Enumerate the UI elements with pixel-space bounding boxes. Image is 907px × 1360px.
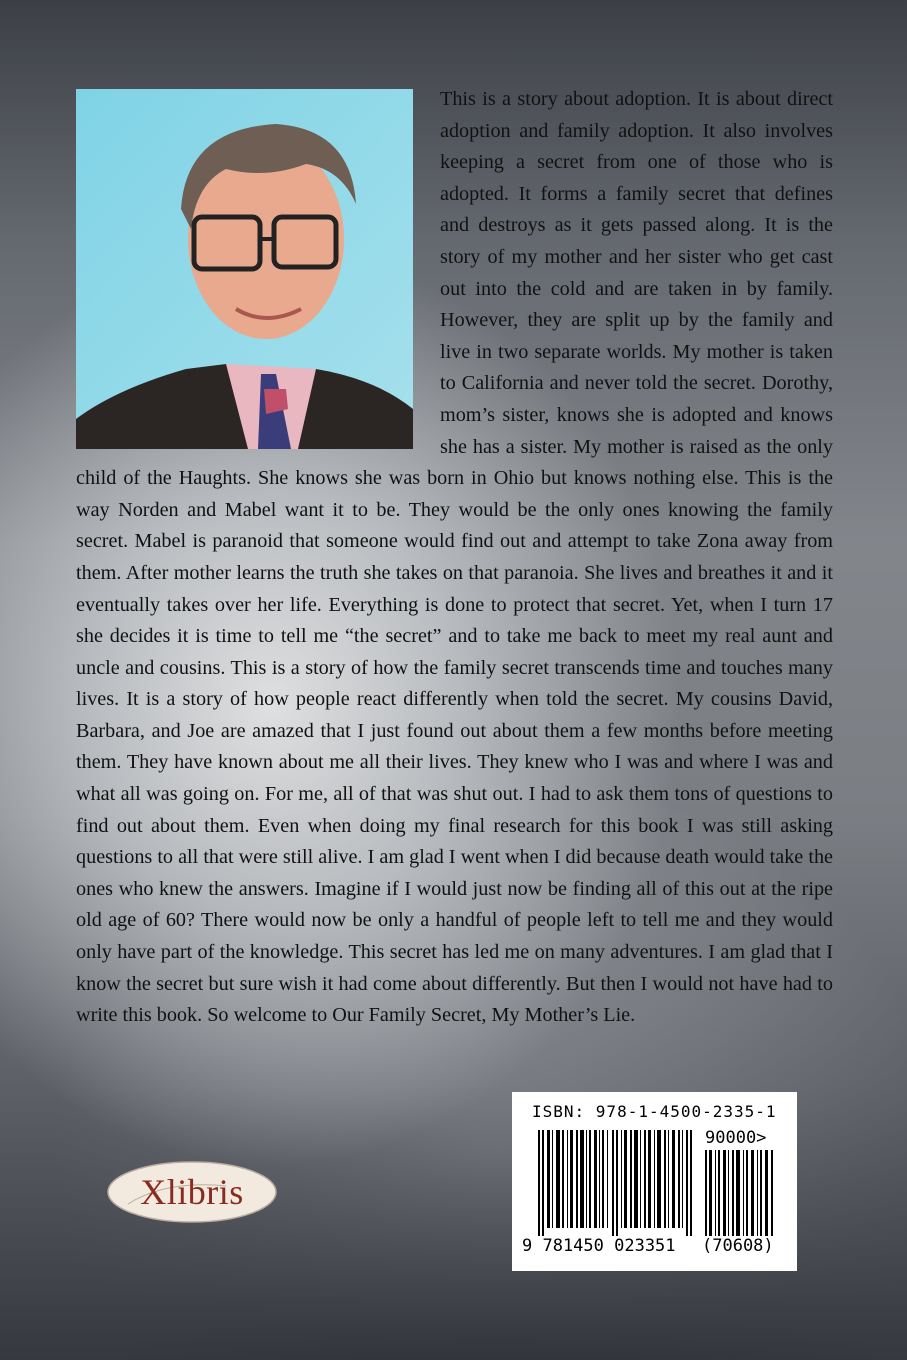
addon-barcode-bars-icon (705, 1150, 775, 1236)
barcode-addon-number: 90000> (705, 1128, 767, 1148)
publisher-name: Xlibris (140, 1172, 244, 1212)
ean-number: 9 781450 023351 (522, 1236, 676, 1256)
photo-text-wrap-spacer (76, 84, 440, 456)
isbn-barcode (512, 1092, 797, 1271)
price-code: (70608) (702, 1236, 774, 1256)
back-cover-blurb (76, 84, 833, 1032)
ean-barcode-bars-icon (538, 1130, 692, 1236)
publisher-logo (106, 1160, 278, 1224)
blurb-text: This is a story about adoption. It is about direct adoption and family adoption. It also involves keeping a secret from one of those who is adopted. It forms a family secret that defines and destroys as it gets passed along. It is the story of my mother and her sister who get cast out into the cold and are taken in by family. However, they are split up by the family and live in two separate worlds. My mother is taken to California and never told the secret. Dorothy, mom’s sister, knows she is adopted and knows she has a sister. My mother is raised as the only child of the Haughts. She knows she was born in Ohio but knows nothing else. This is the way Norden and Mabel want it to be. They would be the only ones knowing the family secret. Mabel is paranoid that someone would find out and attempt to take Zona away from them. After mother learns the truth she takes on that paranoia. She lives and breathes it and it eventually takes over her life. Everything is done to protect that secret. Yet, when I turn 17 she decides it is time to tell me “the secret” and to take me back to meet my real aunt and uncle and cousins. This is a story of how the family secret transcends time and touches many lives. It is a story of how people react differently when told the secret. My cousins David, Barbara, and Joe are amazed that I just found out about them a few months before meeting them. They have known about me all their lives. They knew who I was and where I was and what all was going on. For me, all of that was shut out. I had to ask them tons of questions to find out about them. Even when doing my final research for this book I was still asking questions to all that were still alive. I am glad I went when I did because death would take the ones who knew the answers. Imagine if I would just now be finding all of this out at the ripe old age of 60? There would now be only a handful of people left to tell me and they would only have part of the knowledge. This secret has led me on many adventures. I am glad that I know the secret but sure wish it had come about differently. But then I would not have had to write this book. So welcome to Our Family Secret, My Mother’s Lie. (76, 88, 833, 1027)
isbn-label: ISBN: 978-1-4500-2335-1 (532, 1102, 777, 1121)
